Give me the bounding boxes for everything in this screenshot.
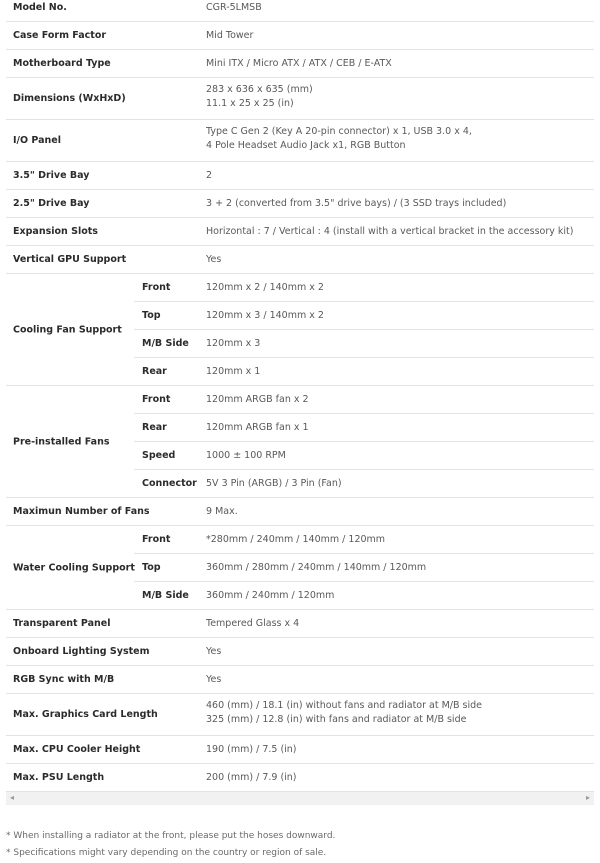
spec-label: 3.5" Drive Bay: [13, 170, 90, 181]
horizontal-scrollbar[interactable]: [6, 792, 594, 805]
spec-value: 120mm x 3: [206, 338, 261, 349]
spec-row-lighting: [6, 638, 594, 666]
spec-row-vertical-gpu: [6, 246, 594, 274]
spec-label: Max. CPU Cooler Height: [13, 744, 141, 755]
spec-row-gpu-length: [6, 694, 594, 736]
spec-label: Vertical GPU Support: [13, 254, 127, 265]
spec-value: 120mm x 3 / 140mm x 2: [206, 310, 324, 321]
spec-value: 120mm ARGB fan x 2: [206, 394, 309, 405]
spec-sublabel: Rear: [142, 422, 167, 433]
spec-value: [206, 699, 482, 727]
spec-sublabel: M/B Side: [142, 338, 189, 349]
spec-row-transparent-panel: [6, 610, 594, 638]
spec-subrow: [134, 330, 594, 358]
spec-value: Yes: [206, 254, 222, 265]
spec-row-drive-25: [6, 190, 594, 218]
spec-row-expansion: [6, 218, 594, 246]
spec-value: 2: [206, 170, 213, 181]
footnote: * Specifications might vary depending on the country or region of sale.: [6, 848, 327, 858]
spec-value-line: 4 Pole Headset Audio Jack x1, RGB Button: [206, 140, 406, 151]
spec-row-dimensions: [6, 78, 594, 120]
footnote: * When installing a radiator at the front, please put the hoses downward.: [6, 831, 336, 841]
spec-value-line: 325 (mm) / 12.8 (in) with fans and radiator at M/B side: [206, 714, 467, 725]
spec-value: *280mm / 240mm / 140mm / 120mm: [206, 534, 386, 545]
spec-value: 200 (mm) / 7.9 (in): [206, 772, 297, 783]
spec-subrow: [134, 582, 594, 609]
spec-sublabel: M/B Side: [142, 590, 189, 601]
spec-row-drive-35: [6, 162, 594, 190]
spec-row-model: [6, 0, 594, 22]
spec-value: 9 Max.: [206, 506, 238, 517]
spec-subrow: [134, 442, 594, 470]
spec-label: Max. PSU Length: [13, 772, 105, 783]
spec-value: 5V 3 Pin (ARGB) / 3 Pin (Fan): [206, 478, 342, 489]
spec-label: I/O Panel: [13, 135, 61, 146]
spec-label: Expansion Slots: [13, 226, 98, 237]
spec-label: Onboard Lighting System: [13, 646, 150, 657]
spec-label: Maximun Number of Fans: [13, 506, 150, 517]
spec-value: [206, 125, 472, 153]
spec-sublabel: Top: [142, 310, 161, 321]
spec-value: 360mm / 240mm / 120mm: [206, 590, 335, 601]
spec-value-line: 283 x 636 x 635 (mm): [206, 84, 313, 95]
spec-row-rgb-sync: [6, 666, 594, 694]
spec-value: 120mm ARGB fan x 1: [206, 422, 309, 433]
spec-label: 2.5" Drive Bay: [13, 198, 90, 209]
spec-value: 3 + 2 (converted from 3.5" drive bays) / (3 SSD trays included): [206, 198, 507, 209]
spec-value: CGR-5LMSB: [206, 2, 262, 13]
spec-value: Tempered Glass x 4: [206, 618, 300, 629]
spec-label: RGB Sync with M/B: [13, 674, 115, 685]
spec-label: Cooling Fan Support: [13, 324, 122, 335]
spec-sublabel: Rear: [142, 366, 167, 377]
spec-subrow: [134, 358, 594, 385]
spec-group-water-cooling: [6, 526, 594, 610]
spec-sublabel: Front: [142, 534, 171, 545]
spec-sublabel: Top: [142, 562, 161, 573]
spec-value: Horizontal : 7 / Vertical : 4 (install with a vertical bracket in the accessory kit): [206, 226, 574, 237]
spec-value: Mini ITX / Micro ATX / ATX / CEB / E-ATX: [206, 58, 392, 69]
spec-value: 1000 ± 100 RPM: [206, 450, 286, 461]
scroll-right-icon[interactable]: ▸: [585, 793, 590, 802]
spec-group-cooling-fan: [6, 274, 594, 386]
spec-label: Model No.: [13, 2, 67, 13]
spec-subrow: [134, 526, 594, 554]
spec-value-line: 11.1 x 25 x 25 (in): [206, 98, 294, 109]
spec-sublabel: Speed: [142, 450, 176, 461]
scroll-left-icon[interactable]: ◂: [10, 793, 15, 802]
spec-value: 120mm x 1: [206, 366, 261, 377]
spec-subrow: [134, 554, 594, 582]
spec-value: 120mm x 2 / 140mm x 2: [206, 282, 324, 293]
spec-label: Case Form Factor: [13, 30, 107, 41]
spec-sublabel: Connector: [142, 478, 197, 489]
spec-subrow: [134, 386, 594, 414]
spec-value: Yes: [206, 674, 222, 685]
spec-subrow: [134, 414, 594, 442]
spec-value-line: 460 (mm) / 18.1 (in) without fans and radiator at M/B side: [206, 700, 483, 711]
spec-group-preinstalled-fans: [6, 386, 594, 498]
spec-row-max-fans: [6, 498, 594, 526]
spec-row-motherboard: [6, 50, 594, 78]
spec-value: 190 (mm) / 7.5 (in): [206, 744, 297, 755]
spec-value: Yes: [206, 646, 222, 657]
spec-row-io-panel: [6, 120, 594, 162]
spec-label: Motherboard Type: [13, 58, 111, 69]
spec-subrow: [134, 470, 594, 497]
spec-table: [6, 0, 594, 792]
spec-row-cpu-cooler: [6, 736, 594, 764]
spec-value: [206, 83, 313, 111]
spec-label: Max. Graphics Card Length: [13, 709, 158, 720]
spec-subrow: [134, 274, 594, 302]
spec-value: 360mm / 280mm / 240mm / 140mm / 120mm: [206, 562, 427, 573]
spec-sublabel: Front: [142, 282, 171, 293]
spec-value: Mid Tower: [206, 30, 254, 41]
spec-label: Pre-installed Fans: [13, 436, 110, 447]
spec-row-form-factor: [6, 22, 594, 50]
spec-label: Dimensions (WxHxD): [13, 93, 126, 104]
spec-row-psu-length: [6, 764, 594, 792]
spec-value-line: Type C Gen 2 (Key A 20-pin connector) x 1, USB 3.0 x 4,: [206, 126, 472, 137]
spec-sublabel: Front: [142, 394, 171, 405]
spec-label: Transparent Panel: [13, 618, 111, 629]
spec-subrow: [134, 302, 594, 330]
footnotes: [6, 828, 335, 862]
spec-label: Water Cooling Support: [13, 562, 135, 573]
